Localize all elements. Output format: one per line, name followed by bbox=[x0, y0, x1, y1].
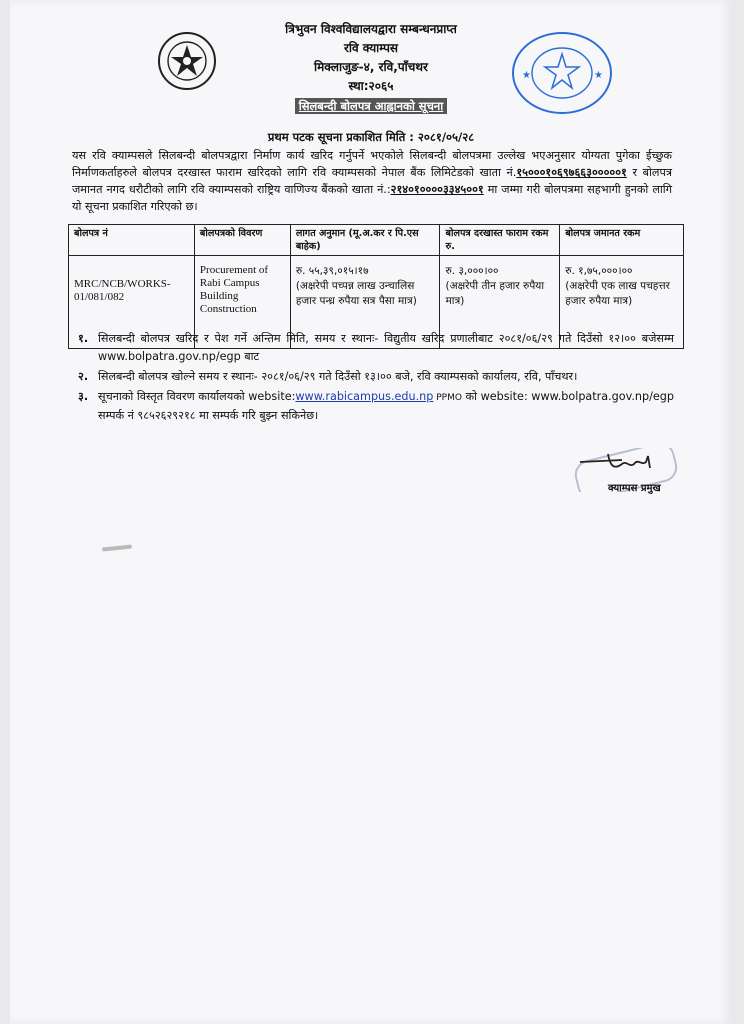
affiliation-line: त्रिभुवन विश्वविद्यालयद्वारा सम्बन्धनप्राप्त bbox=[285, 22, 457, 36]
list-item bbox=[78, 388, 674, 425]
header-bid-security: बोलपत्र जमानत रकम bbox=[560, 225, 684, 256]
intro-text-3: मा जम्मा गरी बोलपत्रमा सहभागी हुनको लागि यो सूचना प्रकाशित गरिएको छ। bbox=[72, 183, 672, 213]
form-fee-words: (अक्षरेपी तीन हजार रुपैया मात्र) bbox=[445, 280, 545, 307]
scan-smudge bbox=[102, 544, 132, 551]
table-header-row bbox=[69, 225, 684, 256]
point-number: २. bbox=[78, 370, 89, 383]
point-text: सिलबन्दी बोलपत्र खरिद र पेश गर्ने अन्तिम मिति, समय र स्थानः- विद्युतीय खरिद प्रणालीबाट २०८१/०६/२९ गते दिउँसो १२।०० बजेसम्म www.bolpatra.gov.np/egp बाट bbox=[98, 332, 674, 363]
document-page bbox=[10, 0, 732, 1024]
document-header bbox=[10, 20, 732, 116]
campus-chief-title: क्याम्पस प्रमुख bbox=[608, 483, 661, 494]
nepal-bank-account: १५०००१०६९७६६३०००००१ bbox=[516, 166, 627, 179]
list-item bbox=[78, 368, 674, 386]
description-cell: Procurement of Rabi Campus Building Construction bbox=[194, 256, 290, 349]
publication-date: प्रथम पटक सूचना प्रकाशित मिति : २०८१/०५/२८ bbox=[267, 130, 475, 144]
svg-text:★: ★ bbox=[522, 70, 531, 81]
header-form-fee: बोलपत्र दरखास्त फाराम रकम रु. bbox=[440, 225, 560, 256]
point-number: १. bbox=[78, 332, 89, 345]
campus-website-link[interactable]: www.rabicampus.edu.np bbox=[295, 390, 434, 403]
form-fee-amount: रु. ३,०००।०० bbox=[445, 265, 499, 277]
intro-text-2: र बोलपत्र जमानत नगद धरौटीको लागि रवि क्याम्पसको राष्ट्रिय वाणिज्य बैंकको खाता नं.: bbox=[72, 166, 672, 196]
point-text: सिलबन्दी बोलपत्र खोल्ने समय र स्थानः- २०८१/०६/२९ गते दिउँसो १३।०० बजे, रवि क्याम्पसको कार्यालय, रवि, पाँचथर। bbox=[98, 370, 578, 383]
security-words: (अक्षरेपी एक लाख पचहत्तर हजार रुपैया मात्र) bbox=[565, 280, 670, 307]
rbb-account: २१४०१००००३३४५००१ bbox=[390, 183, 484, 196]
header-cost-estimate: लागत अनुमान (मू.अ.कर र पि.एस बाहेक) bbox=[290, 225, 440, 256]
svg-text:★: ★ bbox=[594, 70, 603, 81]
point-text: सूचनाको विस्तृत विवरण कार्यालयको website: bbox=[98, 390, 296, 403]
point-number: ३. bbox=[78, 390, 89, 403]
header-description: बोलपत्रको विवरण bbox=[194, 225, 290, 256]
point-text-contact: को website: www.bolpatra.gov.np/egp सम्पर्क नं ९८५२६२९२१८ मा सम्पर्क गरि बुझ्न सकिनेछ। bbox=[98, 390, 674, 422]
intro-paragraph bbox=[72, 147, 672, 215]
ppmo-label: PPMO bbox=[433, 393, 462, 403]
campus-address: मिक्लाजुङ-४, रवि,पाँचथर bbox=[314, 60, 428, 74]
campus-name: रवि क्याम्पस bbox=[343, 41, 399, 55]
intro-text-1: यस रवि क्याम्पसले सिलबन्दी बोलपत्रद्वारा निर्माण कार्य खरिद गर्नुपर्ने भएकोले सिलबन्दी बोलपत्रमा उल्लेख भएअनुसार योग्यता पुगेका ईच्छुक निर्माणकर्ताहरुले बोलपत्र दरखास्त फाराम खरिदको लागि रवि क्याम्पसको नेपाल बैंक लिमिटेडको खाता नं. bbox=[72, 149, 672, 179]
cost-amount: रु. ५५,३९,०१५।१७ bbox=[295, 265, 369, 277]
established-year: स्था:२०६५ bbox=[348, 79, 394, 93]
security-amount: रु. १,७५,०००।०० bbox=[565, 265, 633, 277]
notice-title: सिलबन्दी बोलपत्र आह्वानको सूचना bbox=[295, 98, 448, 114]
cost-words: (अक्षरेपी पच्पन्न लाख उन्चालिस हजार पन्ध्र रुपैया सत्र पैसा मात्र) bbox=[295, 280, 417, 307]
notice-points bbox=[78, 330, 674, 427]
bid-number-cell: MRC/NCB/WORKS-01/081/082 bbox=[69, 256, 195, 349]
header-bid-no: बोलपत्र नं bbox=[69, 225, 195, 256]
list-item bbox=[78, 330, 674, 366]
